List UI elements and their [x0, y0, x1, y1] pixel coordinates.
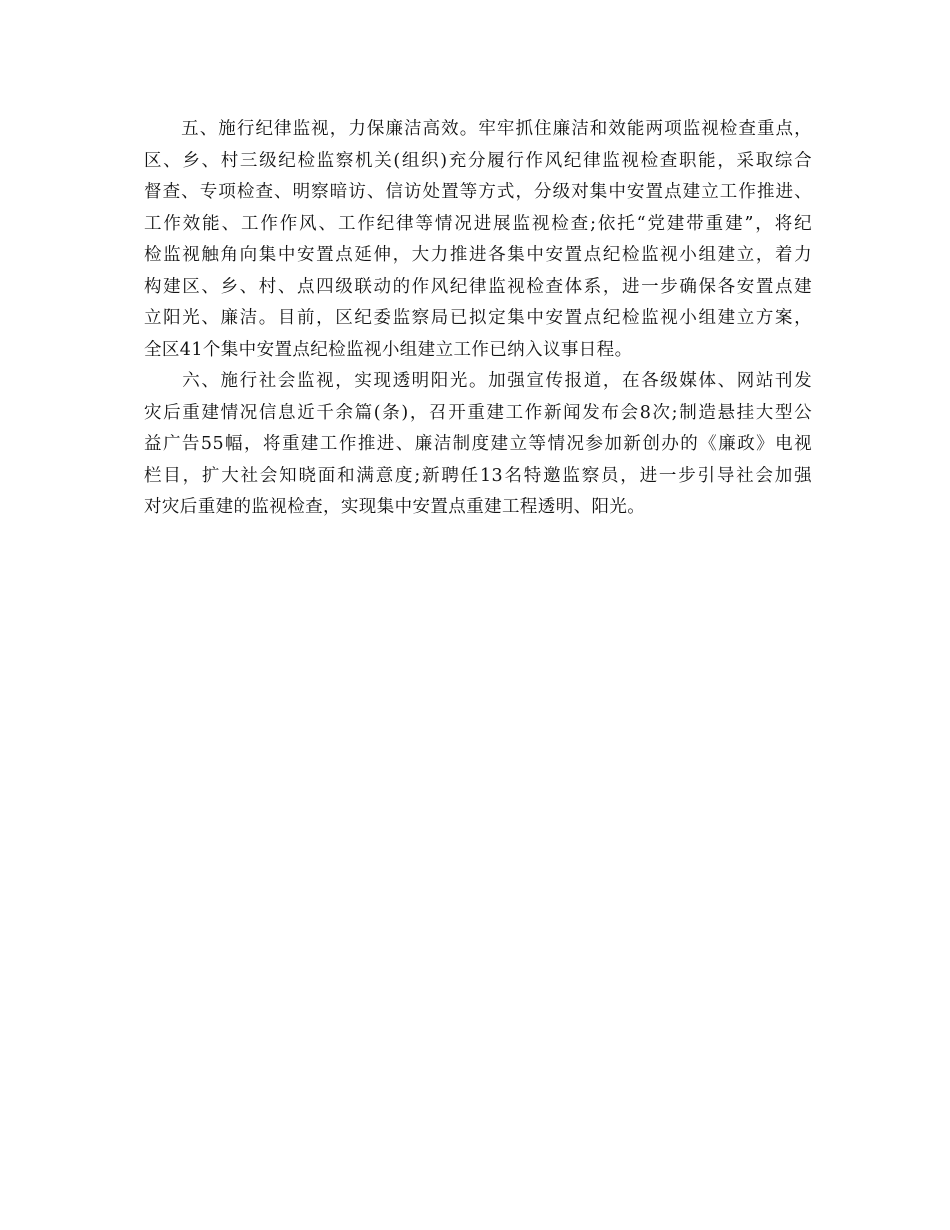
text-line: 全区41个集中安置点纪检监视小组建立工作已纳入议事日程。	[144, 339, 633, 360]
text-line: 栏目，扩大社会知晓面和满意度;新聘任13名特邀监察员，进一步引导社会加强	[144, 465, 812, 486]
text-line: 益广告55幅，将重建工作推进、廉洁制度建立等情况参加新创办的《廉政》电视	[144, 434, 812, 454]
text-line: 督查、专项检查、明察暗访、信访处置等方式，分级对集中安置点建立工作推进、	[144, 182, 812, 202]
text-line: 灾后重建情况信息近千余篇(条)，召开重建工作新闻发布会8次;制造悬挂大型公	[144, 402, 812, 423]
text-line: 检监视触角向集中安置点延伸，大力推进各集中安置点纪检监视小组建立，着力	[144, 245, 812, 265]
paragraph-5-discipline-supervision	[144, 114, 812, 366]
document-body	[144, 114, 812, 524]
text-line: 区、乡、村三级纪检监察机关(组织)充分履行作风纪律监视检查职能，采取综合	[144, 150, 812, 171]
text-line: 立阳光、廉洁。目前，区纪委监察局已拟定集中安置点纪检监视小组建立方案，	[144, 308, 812, 328]
text-line: 工作效能、工作作风、工作纪律等情况进展监视检查;依托“党建带重建”，将纪	[144, 213, 812, 234]
text-line: 五、施行纪律监视，力保廉洁高效。牢牢抓住廉洁和效能两项监视检查重点，	[144, 119, 812, 139]
text-line: 构建区、乡、村、点四级联动的作风纪律监视检查体系，进一步确保各安置点建	[144, 276, 812, 297]
text-line: 对灾后重建的监视检查，实现集中安置点重建工程透明、阳光。	[144, 497, 646, 517]
paragraph-6-social-supervision	[144, 366, 812, 524]
text-line: 六、施行社会监视，实现透明阳光。加强宣传报道，在各级媒体、网站刊发	[144, 371, 812, 391]
